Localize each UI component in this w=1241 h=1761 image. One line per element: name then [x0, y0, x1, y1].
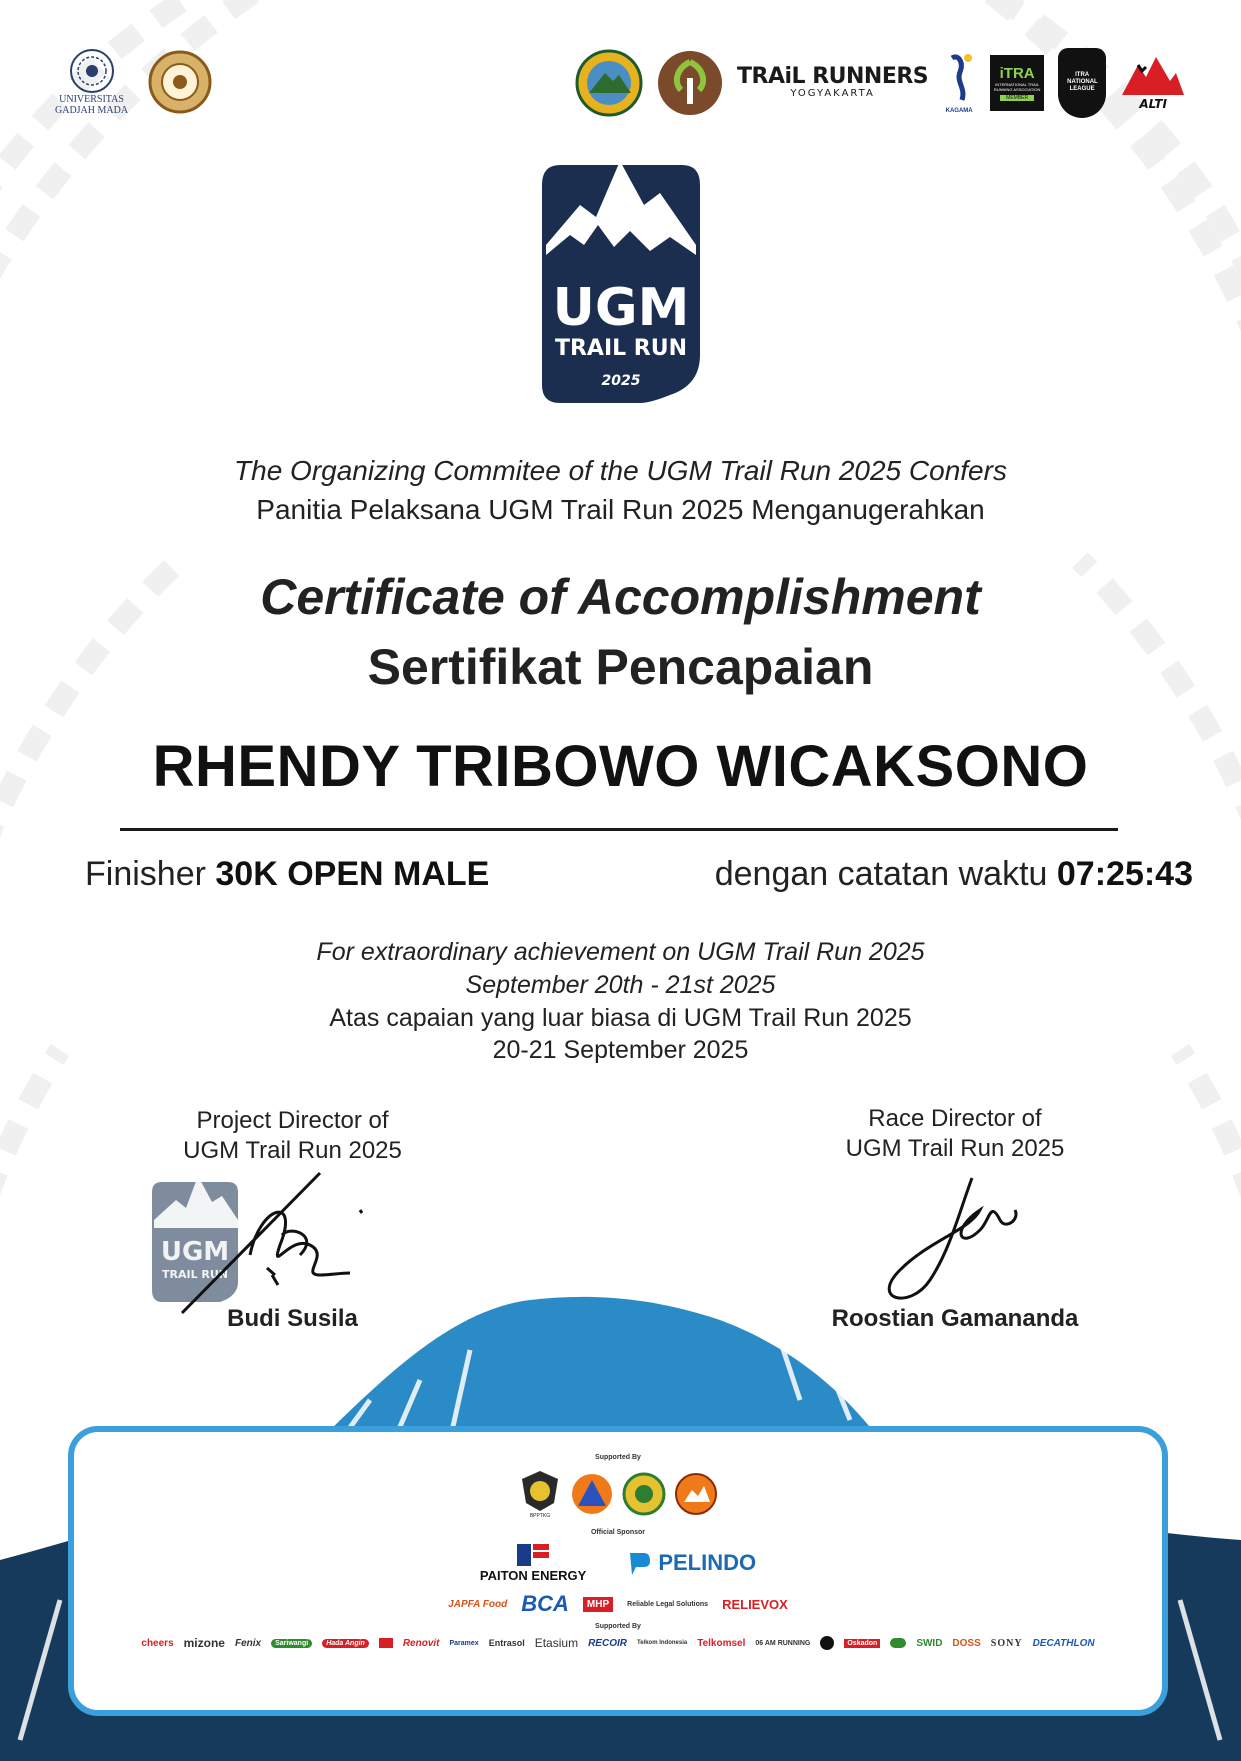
itra-league-logo: [1058, 48, 1106, 118]
signatory-left-title-line1: Project Director of: [196, 1107, 389, 1134]
trail-runners-city: YOGYAKARTA: [790, 88, 875, 99]
province-emblem-icon: [622, 1472, 666, 1516]
kagama-text: KAGAMA: [945, 107, 973, 114]
svg-text:UGM: UGM: [160, 1237, 230, 1267]
official-sponsor-label: Official Sponsor: [590, 1529, 646, 1536]
gunung-merapi-park-icon: [575, 49, 643, 117]
itra-league-text: ITRA NATIONAL LEAGUE: [1067, 72, 1098, 92]
official-sponsor-logos: [74, 1542, 1162, 1583]
sponsor-row-2: [74, 1591, 1162, 1617]
sultanate-emblem-icon: [146, 48, 214, 116]
paiton-icon: [515, 1542, 551, 1568]
pelindo-icon: [626, 1549, 652, 1577]
tree-logo-icon: [657, 50, 723, 116]
achievement-en-line2: September 20th - 21st 2025: [465, 971, 776, 999]
certificate-title-english: Certificate of Accomplishment: [260, 569, 981, 625]
fenix-logo: Fenix: [234, 1637, 262, 1649]
sony-logo: SONY: [990, 1637, 1023, 1649]
recoir-logo: RECOIR: [588, 1637, 627, 1649]
achievement-id-line1: Atas capaian yang luar biasa di UGM Trail Run 2025: [329, 1004, 912, 1032]
footprint-icon: [944, 52, 974, 108]
achievement-id-line2: 20-21 September 2025: [492, 1036, 749, 1064]
mhp-logo: MHP: [583, 1597, 613, 1612]
hada-angin-logo: Hada Angin: [322, 1639, 369, 1648]
sponsor-footer: [68, 1426, 1168, 1716]
finisher-category: [85, 855, 489, 894]
entrasol-logo: Entrasol: [488, 1638, 525, 1648]
signatory-left-title-line2: UGM Trail Run 2025: [183, 1137, 402, 1164]
bppthg-logo: [518, 1469, 562, 1519]
green-brand-logo: [890, 1638, 906, 1648]
japfa-logo: JAPFA Food: [448, 1598, 508, 1610]
itra-text: iTRA: [999, 64, 1035, 82]
sponsor-row-3: [74, 1636, 1162, 1650]
paiton-text: PAITON ENERGY: [479, 1568, 587, 1583]
pelindo-text: PELINDO: [658, 1549, 757, 1575]
itra-member: MEMBER: [1000, 95, 1034, 101]
ugm-logo: [55, 48, 128, 116]
mizone-logo: mizone: [183, 1636, 225, 1650]
trail-runners-logo: [737, 66, 928, 99]
cheers-logo: cheers: [141, 1637, 174, 1649]
ugm-name-line2: GADJAH MADA: [55, 105, 129, 116]
event-logo: [540, 155, 702, 405]
alti-mountain-icon: [1120, 55, 1186, 97]
confer-english: The Organizing Commitee of the UGM Trail Run 2025 Confers: [234, 455, 1007, 486]
signature-left-icon: [180, 1165, 380, 1315]
finisher-label: Finisher: [85, 855, 206, 893]
bppthg-text: BPPTKG: [529, 1513, 551, 1519]
doss-logo: DOSS: [952, 1637, 981, 1649]
event-logo-subtitle: TRAIL RUN: [554, 336, 688, 361]
event-logo-badge: [540, 155, 702, 405]
alti-logo: [1120, 55, 1186, 111]
svg-text:TRAIL RUN: TRAIL RUN: [161, 1268, 229, 1281]
sariwangi-logo: Sariwangi: [271, 1639, 312, 1648]
oskadon-logo: Oskadon: [844, 1639, 880, 1648]
telkomsel-logo: Telkomsel: [697, 1637, 746, 1649]
sar-emblem-icon: [674, 1472, 718, 1516]
ugm-name: [55, 94, 128, 116]
signatory-right-name: Roostian Gamananda: [831, 1305, 1079, 1332]
signatory-right-title-line2: UGM Trail Run 2025: [845, 1135, 1065, 1162]
itra-subtext: INTERNATIONAL TRAIL RUNNING ASSOCIATION: [993, 81, 1041, 92]
red-brand-logo: [379, 1638, 393, 1648]
signatory-left-title: [160, 1106, 425, 1166]
signatory-right-title: [820, 1104, 1090, 1164]
relievox-logo: RELIEVOX: [722, 1596, 788, 1612]
supported-by-label-2: Supported By: [595, 1623, 641, 1630]
time-value: 07:25:43: [1056, 855, 1193, 893]
header-right-logos: [575, 40, 1186, 125]
etasium-logo: Etasium: [534, 1636, 579, 1650]
ugm-seal-icon: [69, 48, 115, 94]
alti-text: ALTI: [1139, 96, 1167, 111]
supporter-logos: [74, 1469, 1162, 1519]
ugm-name-line1: UNIVERSITAS: [59, 94, 124, 105]
event-logo-year: 2025: [601, 373, 641, 389]
rls-logo: Reliable Legal Solutions: [627, 1600, 709, 1608]
signature-right-icon: [880, 1170, 1030, 1310]
kagama-logo: [942, 52, 976, 114]
bca-logo: BCA: [521, 1591, 569, 1616]
6am-running-logo: 06 AM RUNNING: [755, 1639, 811, 1647]
finish-time: [715, 855, 1193, 894]
supported-by-label: Supported By: [595, 1454, 641, 1461]
panda-logo: [820, 1636, 834, 1650]
bppthg-emblem-icon: [518, 1469, 562, 1513]
trail-runners-text: TRAiL RUNNERS: [737, 64, 929, 89]
pelindo-logo: [626, 1549, 756, 1577]
name-underline: [120, 828, 1118, 831]
time-label: dengan catatan waktu: [714, 855, 1048, 893]
paiton-logo: [480, 1542, 586, 1583]
swid-logo: SWID: [916, 1637, 943, 1649]
renovit-logo: Renovit: [402, 1637, 440, 1649]
confer-indonesian: Panitia Pelaksana UGM Trail Run 2025 Menganugerahkan: [256, 494, 985, 525]
event-logo-title: UGM: [552, 278, 690, 338]
decathlon-logo: DECATHLON: [1032, 1637, 1095, 1649]
header-left-logos: [55, 42, 214, 122]
recipient-name: RHENDY TRIBOWO WICAKSONO: [152, 734, 1089, 799]
itra-logo: [990, 55, 1044, 111]
bpbd-emblem-icon: [570, 1472, 614, 1516]
certificate-title-indonesian: Sertifikat Pencapaian: [367, 639, 874, 695]
race-category: 30K OPEN MALE: [215, 855, 490, 893]
paramex-logo: Paramex: [449, 1639, 479, 1647]
achievement-en-line1: For extraordinary achievement on UGM Trail Run 2025: [316, 938, 925, 966]
signatory-left-name: Budi Susila: [227, 1305, 358, 1332]
telkom-logo: Telkom Indonesia: [636, 1640, 688, 1646]
signatory-right-title-line1: Race Director of: [868, 1105, 1042, 1132]
